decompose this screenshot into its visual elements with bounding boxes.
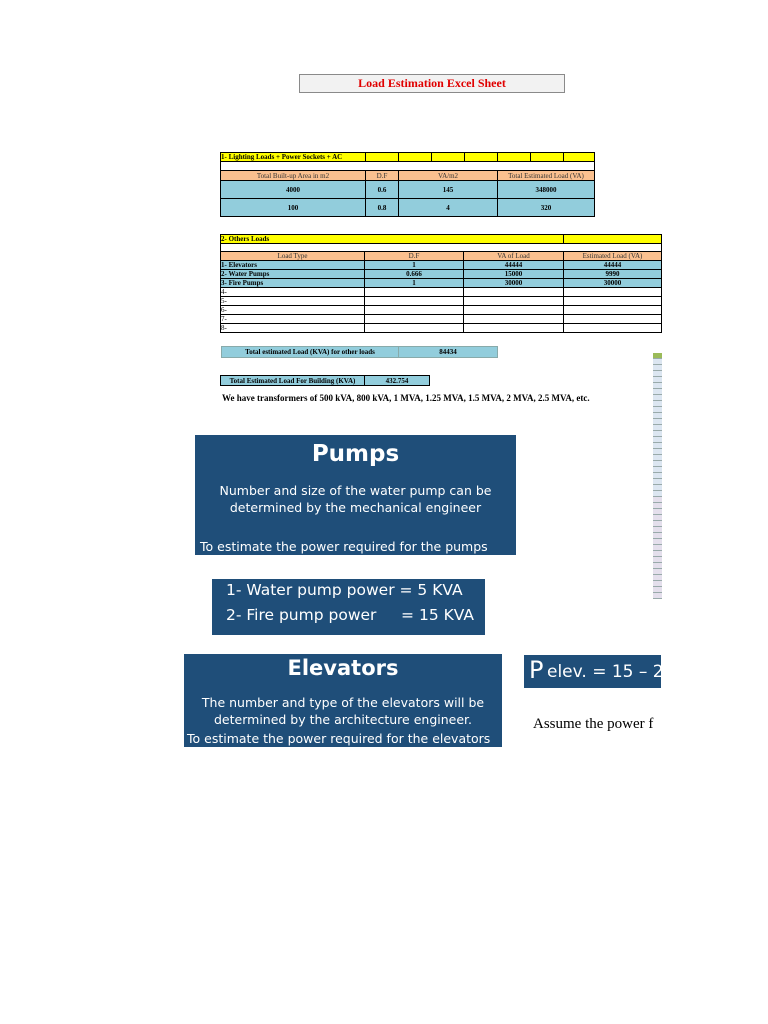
pumps-text: Number and size of the water pump can be determined by the mechanical engineer: [219, 483, 492, 515]
table-row: [221, 315, 662, 324]
cell[interactable]: 6-: [221, 306, 365, 315]
cell[interactable]: 30000: [464, 279, 564, 288]
cell[interactable]: 0.6: [366, 181, 399, 199]
other-loads-table: [220, 234, 662, 333]
others-header: 2- Others Loads: [221, 235, 564, 244]
formula-p: P: [529, 656, 544, 684]
cell[interactable]: 3- Fire Pumps: [221, 279, 365, 288]
assume-text: Assume the power f: [533, 716, 654, 732]
transformer-note: We have transformers of 500 kVA, 800 kVA, 1 MVA, 1.25 MVA, 1.5 MVA, 2 MVA, 2.5 MVA, etc.: [222, 393, 590, 403]
building-total-row: [220, 375, 430, 386]
pumps-panel: [195, 435, 516, 555]
cell[interactable]: 44444: [564, 261, 662, 270]
cell[interactable]: 145: [399, 181, 498, 199]
table-row: [221, 199, 595, 217]
elevators-panel: [184, 654, 502, 747]
elevators-title: Elevators: [287, 656, 399, 680]
table-row: [221, 270, 662, 279]
water-pump-power: 1- Water pump power = 5 KVA: [226, 581, 463, 599]
adjacent-sheet-strip: [653, 353, 662, 603]
column-header: Estimated Load (VA): [564, 252, 662, 261]
elevators-text-2: To estimate the power required for the elevators: [187, 731, 491, 746]
formula-rest: elev. = 15 – 25: [547, 662, 675, 682]
cell[interactable]: 4-: [221, 288, 365, 297]
lighting-header: 1- Lighting Loads + Power Sockets + AC: [221, 153, 366, 162]
cell[interactable]: 5-: [221, 297, 365, 306]
cell[interactable]: 9990: [564, 270, 662, 279]
others-total-value[interactable]: 84434: [399, 347, 498, 358]
table-row: [221, 306, 662, 315]
pumps-title: Pumps: [311, 441, 400, 467]
cell[interactable]: 100: [221, 199, 366, 217]
column-header: VA of Load: [464, 252, 564, 261]
table-row: [221, 288, 662, 297]
table-row: [221, 297, 662, 306]
cell[interactable]: 7-: [221, 315, 365, 324]
cell[interactable]: 4000: [221, 181, 366, 199]
others-total-row: [221, 346, 498, 358]
table-row: [221, 324, 662, 333]
column-header: VA/m2: [399, 171, 498, 181]
cell[interactable]: 1- Elevators: [221, 261, 365, 270]
lighting-loads-table: [220, 152, 595, 217]
column-header: D.F: [366, 171, 399, 181]
cell[interactable]: 30000: [564, 279, 662, 288]
elevator-power-formula: [524, 655, 675, 688]
elevators-text: The number and type of the elevators will be determined by the architecture engineer.: [201, 695, 485, 727]
column-header: D.F: [365, 252, 464, 261]
pumps-text-2: To estimate the power required for the pumps: [200, 539, 488, 554]
table-row: [221, 279, 662, 288]
pump-power-panel: [212, 579, 485, 635]
table-row: [221, 261, 662, 270]
cell[interactable]: 0.666: [365, 270, 464, 279]
cell[interactable]: 0.8: [366, 199, 399, 217]
building-total-value[interactable]: 432.754: [365, 376, 430, 386]
cell[interactable]: 8-: [221, 324, 365, 333]
column-header: Total Estimated Load (VA): [498, 171, 595, 181]
fire-pump-power: 2- Fire pump power = 15 KVA: [226, 606, 474, 624]
cell[interactable]: 320: [498, 199, 595, 217]
cell[interactable]: 44444: [464, 261, 564, 270]
cell[interactable]: 1: [365, 261, 464, 270]
cell[interactable]: 15000: [464, 270, 564, 279]
others-total-label: Total estimated Load (KVA) for other loads: [222, 347, 399, 358]
column-header: Total Built-up Area in m2: [221, 171, 366, 181]
building-total-label: Total Estimated Load For Building (KVA): [221, 376, 365, 386]
sheet-title: Load Estimation Excel Sheet: [299, 74, 565, 93]
cell[interactable]: 4: [399, 199, 498, 217]
cell[interactable]: 348000: [498, 181, 595, 199]
cell[interactable]: 2- Water Pumps: [221, 270, 365, 279]
column-header: Load Type: [221, 252, 365, 261]
cell[interactable]: 1: [365, 279, 464, 288]
table-row: [221, 181, 595, 199]
